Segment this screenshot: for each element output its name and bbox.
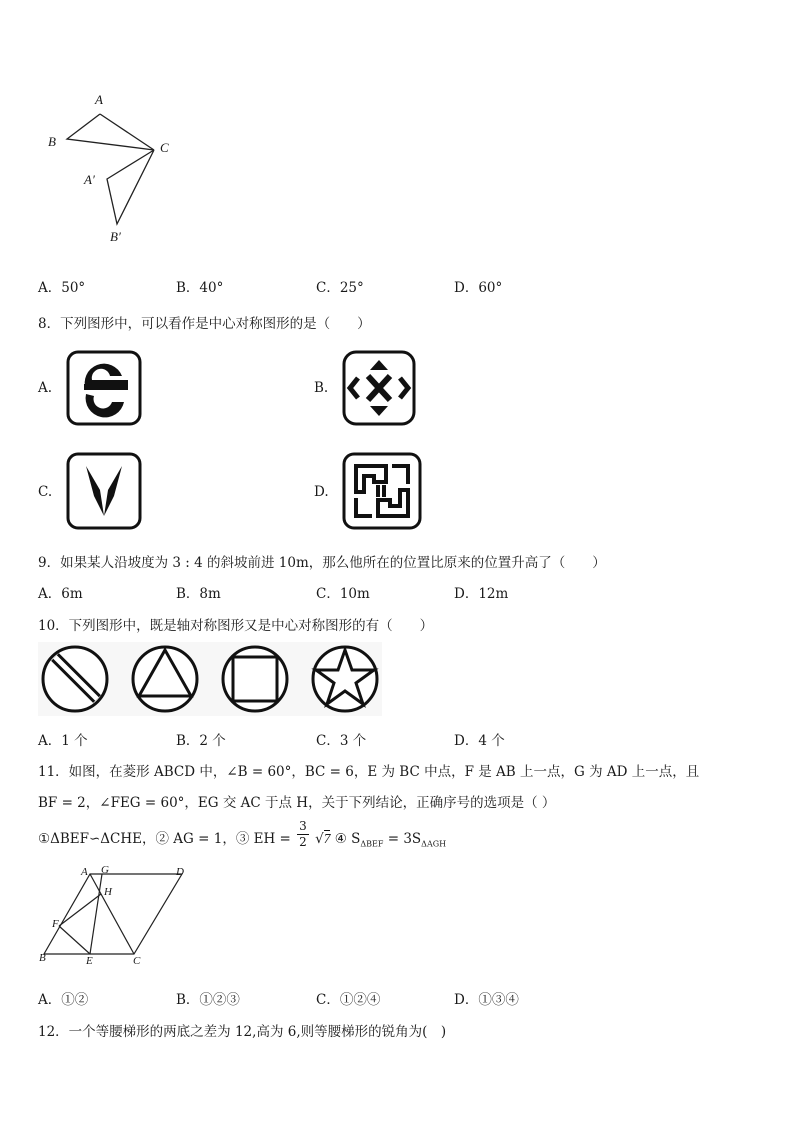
- q11-conclusions: [38, 819, 446, 855]
- q7-option-c[interactable]: C．25°: [316, 280, 364, 296]
- q8-option-a-label[interactable]: A.: [38, 380, 53, 396]
- q9-option-b[interactable]: B．8m: [176, 586, 221, 602]
- q11-label-c: C: [133, 955, 141, 967]
- q11-frac-num: 3: [299, 819, 307, 833]
- q7-label-c: C: [160, 140, 169, 155]
- q11-label-h: H: [104, 886, 112, 898]
- circle-with-star-icon: [313, 647, 377, 711]
- q11-option-d[interactable]: D．①③④: [454, 992, 519, 1008]
- q7-triangle-figure: [40, 88, 180, 248]
- q11-frac-den: 2: [299, 835, 307, 849]
- q11-stem-line2: BF = 2，∠FEG = 60°，EG 交 AC 于点 H，关于下列结论，正确序号的选项是（ ）: [38, 795, 556, 811]
- q7-option-a[interactable]: A．50°: [38, 280, 86, 296]
- circle-with-triangle-icon: [133, 647, 197, 711]
- q9-option-c[interactable]: C．10m: [316, 586, 370, 602]
- q11-c4-sub2: ΔAGH: [421, 839, 447, 849]
- q9-option-a[interactable]: A．6m: [38, 586, 83, 602]
- q11-sqrt-arg: 7: [323, 831, 331, 846]
- q10-option-b[interactable]: B．2 个: [176, 733, 226, 749]
- q10-option-d[interactable]: D．4 个: [454, 733, 505, 749]
- q7-label-b-prime: B′: [110, 229, 121, 244]
- q9-stem: 9．如果某人沿坡度为 3 : 4 的斜坡前进 10m，那么他所在的位置比原来的位置升高了（ ）: [38, 555, 606, 571]
- q10-option-a[interactable]: A．1 个: [38, 733, 88, 749]
- q11-sqrt: √7: [315, 831, 331, 847]
- q8-option-a-logo-icon[interactable]: [66, 350, 142, 426]
- q11-c4-sub1: ΔBEF: [360, 839, 384, 849]
- q8-option-c-label[interactable]: C.: [38, 484, 53, 500]
- q11-c4-mid: = 3S: [383, 831, 422, 847]
- q11-option-b[interactable]: B．①②③: [176, 992, 240, 1008]
- q11-conclusion4: [335, 831, 446, 847]
- q8-option-b-label[interactable]: B.: [314, 380, 329, 396]
- q8-stem: 8．下列图形中，可以看作是中心对称图形的是（ ）: [38, 316, 371, 332]
- q10-option-c[interactable]: C．3 个: [316, 733, 367, 749]
- q8-option-d-label[interactable]: D.: [314, 484, 329, 500]
- circle-with-square-icon: [223, 647, 287, 711]
- q12-stem: 12．一个等腰梯形的两底之差为 12,高为 6,则等腰梯形的锐角为( ): [38, 1024, 447, 1040]
- q7-option-d[interactable]: D．60°: [454, 280, 503, 296]
- q10-shapes-figure: [38, 642, 382, 716]
- q11-label-e: E: [86, 955, 93, 967]
- q7-label-a-prime: A′: [84, 172, 95, 187]
- q11-label-f: F: [52, 918, 59, 930]
- q7-option-b[interactable]: B．40°: [176, 280, 224, 296]
- q11-option-a[interactable]: A．①②: [38, 992, 89, 1008]
- q11-stem-line1: 11．如图，在菱形 ABCD 中，∠B = 60°，BC = 6，E 为 BC 中点，F 是 AB 上一点，G 为 AD 上一点，且: [38, 764, 700, 780]
- q11-option-c[interactable]: C．①②④: [316, 992, 381, 1008]
- q7-label-b: B: [48, 134, 56, 149]
- q10-stem: 10．下列图形中，既是轴对称图形又是中心对称图形的有（ ）: [38, 618, 434, 634]
- q11-conclusions-part1: ①ΔBEF∽ΔCHE，② AG = 1，③ EH =: [38, 831, 291, 847]
- q11-label-d: D: [176, 866, 184, 878]
- q11-label-b: B: [39, 952, 46, 964]
- q11-label-g: G: [101, 864, 109, 876]
- q8-option-d-logo-icon[interactable]: [342, 452, 422, 530]
- q8-option-c-logo-icon[interactable]: [66, 452, 142, 530]
- q7-label-a: A: [95, 92, 103, 107]
- circle-with-bar-icon: [43, 647, 107, 711]
- q11-c4-s: ④ S: [334, 831, 361, 847]
- q9-option-d[interactable]: D．12m: [454, 586, 509, 602]
- q11-fraction: [297, 819, 309, 850]
- q11-label-a: A: [81, 866, 88, 878]
- q8-option-b-logo-icon[interactable]: [342, 350, 416, 426]
- q11-rhombus-figure: [38, 862, 198, 972]
